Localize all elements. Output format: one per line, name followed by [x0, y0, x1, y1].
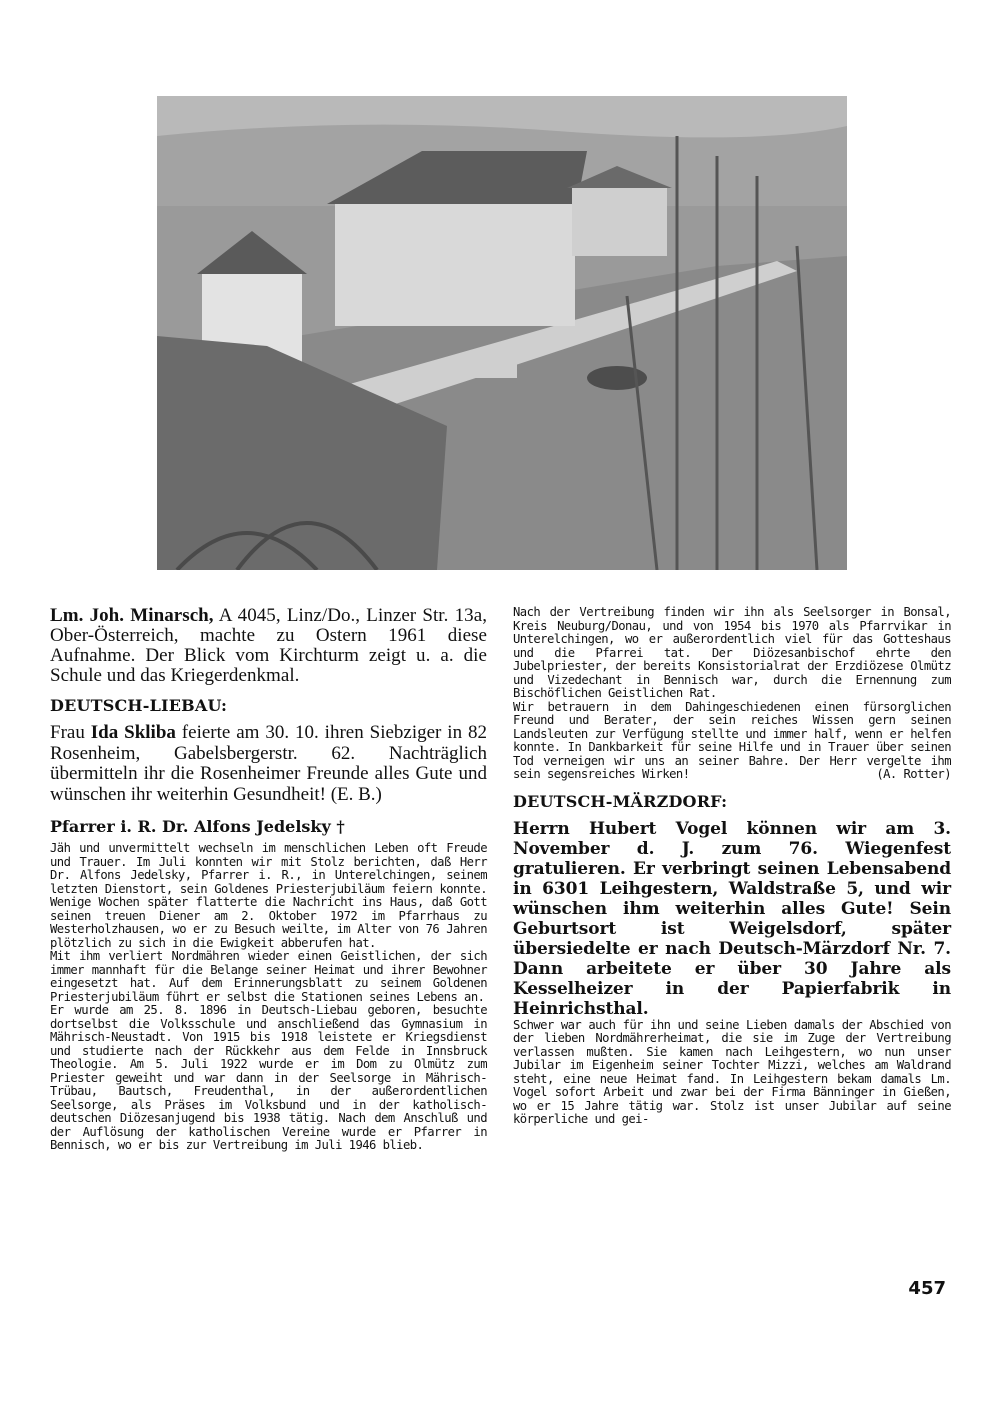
- vogel-paragraph-2: Schwer war auch für ihn und seine Lieben damals der Abschied von der lieben Nordmährerheimat, die sie im Zuge der Vertreibung verlassen mußten. Sie kamen nach Leihgestern, wo nun unser Jubilar im Eigenheim seiner Tochter Mizzi, welches am Waldrand steht, eine neue Heimat fand. In Leihgestern bekam damals Lm. Vogel sofort Arbeit und zwar bei der Firma Bänninger in Gießen, wo er 15 Jahre tätig war. Stolz ist unser Jubilar auf seine körperliche und gei-: [513, 1017, 951, 1126]
- section-heading-deutsch-maerzdorf: DEUTSCH-MÄRZDORF:: [513, 791, 728, 811]
- page-number: 457: [908, 1278, 946, 1299]
- right-column: [513, 606, 951, 1127]
- obituary-paragraph-5: [513, 701, 951, 782]
- liebau-name: Ida Skliba: [90, 722, 176, 743]
- vogel-pre: Herrn: [513, 818, 589, 839]
- left-column: [50, 606, 487, 1153]
- liebau-text: feierte am 30. 10. ihren Siebziger in 82 Rosenheim, Gabelsbergerstr. 62. Nachträglich übermitteln ihr die Rosenheimer Freunde alles Gute und wünschen ihr weiterhin Gesundheit! (E. B.): [50, 722, 487, 805]
- liebau-notice: [50, 723, 487, 805]
- caption-name: Lm. Joh. Minarsch,: [50, 605, 214, 626]
- obituary-signature: (A. Rotter): [876, 767, 951, 781]
- vogel-name: Hubert Vogel: [588, 818, 728, 839]
- village-photo-icon: [157, 96, 847, 570]
- village-photo: [157, 96, 847, 570]
- photo-caption: [50, 606, 487, 686]
- obituary-paragraph-2: Mit ihm verliert Nordmähren wieder einen Geistlichen, der sich immer mannhaft für die Belange seiner Heimat und ihrer Bewohner eingesetzt hat. Auf dem Erinnerungsblatt zu seinem Goldenen Priesterjubiläum führt er selbst die Stationen seines Lebens an.: [50, 949, 487, 1004]
- obituary-paragraph-5-text: Wir betrauern in dem Dahingeschiedenen einen fürsorglichen Freund und Berater, der sein reiches Wissen gern seinen Landsleuten zur Verfügung stellte und immer half, wenn er helfen konnte. In Dankbarkeit für seine Hilfe und in Trauer über seinen Tod verneigen wir uns an seiner Bahre. Der Herr vergelte ihm sein segensreiches Wirken!: [513, 699, 951, 781]
- caption-text: A 4045, Linz/Do., Linzer Str. 13a, Ober-Österreich, machte zu Ostern 1961 diese Aufnahme. Der Blick vom Kirchturm zeigt u. a. die Schule und das Kriegerdenkmal.: [50, 605, 488, 686]
- liebau-pre: Frau: [50, 722, 91, 743]
- section-heading-deutsch-liebau: DEUTSCH-LIEBAU:: [50, 696, 228, 715]
- obituary-paragraph-3: Er wurde am 25. 8. 1896 in Deutsch-Liebau geboren, besuchte dortselbst die Volksschule und anschließend das Gymnasium in Mährisch-Neustadt. Von 1915 bis 1918 leistete er Kriegsdienst und studierte nach der Rückkehr aus dem Felde in Innsbruck Theologie. Am 5. Juli 1922 wurde er im Dom zu Olmütz zum Priester geweiht und war dann in der Seelsorge in Mährisch-Trübau, Bautsch, Freudenthal, in der außerordentlichen Seelsorge, als Präses im Volksbund und in der katholisch-deutschen Diözesanjugend bis 1938 tätig. Nach dem Anschluß und der Auflösung der katholischen Vereine wurde er Pfarrer in Bennisch, wo er bis zur Vertreibung im Juli 1946 blieb.: [50, 1003, 487, 1152]
- vogel-notice: [513, 819, 951, 1019]
- vogel-text: können wir am 3. November d. J. zum 76. Wiegenfest gratulieren. Er verbringt seinen Lebensabend in 6301 Leihgestern, Waldstraße 5, und wir wünschen ihm weiterhin alles Gute! Sein Geburtsort ist Weigelsdorf, später übersiedelte er nach Deutsch-Märzdorf Nr. 7. Dann arbeitete er über 30 Jahre als Kesselheizer in der Papierfabrik in Heinrichsthal.: [513, 818, 951, 1019]
- obituary-heading: Pfarrer i. R. Dr. Alfons Jedelsky †: [50, 817, 345, 836]
- obituary-paragraph-4: Nach der Vertreibung finden wir ihn als Seelsorger in Bonsal, Kreis Neuburg/Donau, und von 1954 bis 1970 als Pfarrvikar in Unterelchingen, wo er außerordentlich viel für das Gotteshaus und die Pfarrei tat. Der Diözesanbischof ehrte den Jubelpriester, der bereits Konsistorialrat der Erzdiözese Olmütz und Vizedechant in Bennisch war, durch die Ernennung zum Bischöflichen Geistlichen Rat.: [513, 605, 951, 700]
- obituary-paragraph-1: Jäh und unvermittelt wechseln im menschlichen Leben oft Freude und Trauer. Im Juli konnten wir mit Stolz berichten, daß Herr Dr. Alfons Jedelsky, Pfarrer i. R., in Unterelchingen, seinem letzten Dienstort, sein Goldenes Priesterjubiläum feiern konnte. Wenige Wochen später flatterte die Nachricht ins Haus, daß Gott seinen treuen Diener am 2. Oktober 1972 im Pfarrhaus zu Westerholzhausen, wo er zu Besuch weilte, im Alter von 76 Jahren plötzlich zu sich in die Ewigkeit abberufen hat.: [50, 841, 487, 950]
